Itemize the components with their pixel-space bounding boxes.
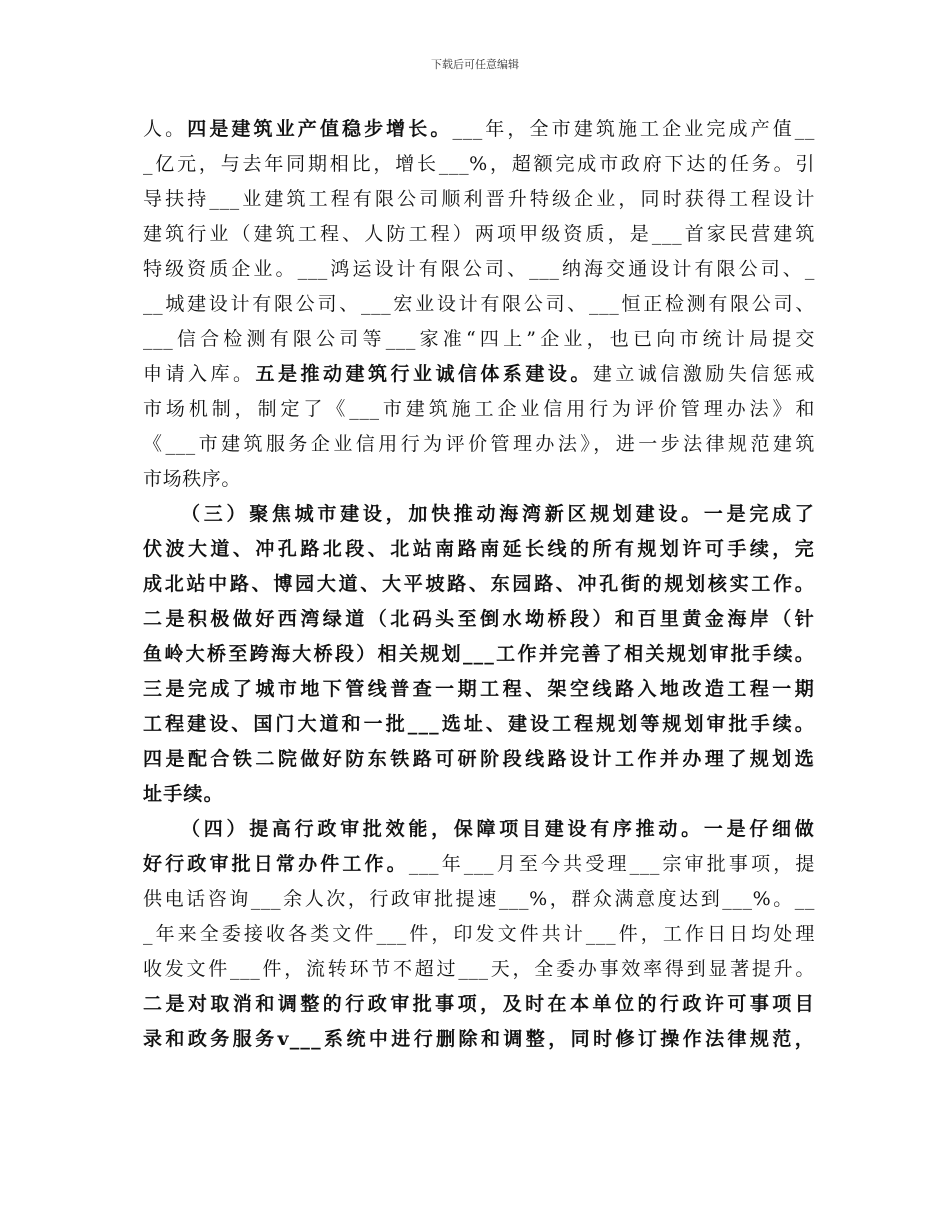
text-segment: _年来全委接收各类文件___件，印发文件共计___件，工作日日均处理	[143, 923, 815, 945]
text-line	[143, 707, 815, 742]
text-line	[143, 567, 815, 602]
text-line	[143, 217, 815, 252]
text-line	[143, 882, 815, 917]
text-line	[143, 252, 815, 287]
text-line	[143, 847, 815, 882]
text-segment: _亿元，与去年同期相比，增长___%，超额完成市政府下达的任务。引	[143, 153, 815, 175]
text-line	[143, 602, 815, 637]
text-line	[143, 322, 815, 357]
text-segment: ___年___月至今共受理___宗审批事项，提	[408, 853, 815, 875]
text-line	[143, 1022, 815, 1057]
text-segment: 建立诚信激励失信惩戒	[592, 363, 815, 385]
bold-text-segment: （三）聚焦城市建设，加快推动海湾新区规划建设。一是完成了	[181, 503, 815, 525]
text-line	[143, 777, 815, 812]
text-line	[143, 497, 815, 532]
bold-text-segment: 二是对取消和调整的行政审批事项，及时在本单位的行政许可事项目	[143, 993, 815, 1015]
text-segment: 收发文件___件，流转环节不超过___天，全委办事效率得到显著提升。	[143, 958, 815, 980]
text-line	[143, 392, 815, 427]
bold-text-segment: 二是积极做好西湾绿道（北码头至倒水坳桥段）和百里黄金海岸（针	[143, 608, 815, 630]
bold-text-segment: 四是配合铁二院做好防东铁路可研阶段线路设计工作并办理了规划选	[143, 748, 815, 770]
text-line	[143, 952, 815, 987]
text-line	[143, 672, 815, 707]
text-segment: 供电话咨询___余人次，行政审批提速___%，群众满意度达到___%。__	[143, 888, 815, 910]
text-line	[143, 462, 815, 497]
text-segment: 特级资质企业。___鸿运设计有限公司、___纳海交通设计有限公司、_	[143, 258, 815, 280]
bold-text-segment: （四）提高行政审批效能，保障项目建设有序推动。一是仔细做	[181, 818, 815, 840]
text-line	[143, 182, 815, 217]
bold-text-segment: 三是完成了城市地下管线普查一期工程、架空线路入地改造工程一期	[143, 678, 815, 700]
text-line	[143, 812, 815, 847]
text-line	[143, 357, 815, 392]
text-line	[143, 917, 815, 952]
bold-text-segment: 五是推动建筑行业诚信体系建设。	[255, 363, 593, 385]
text-segment: 人。	[143, 118, 188, 140]
bold-text-segment: 伏波大道、冲孔路北段、北站南路南延长线的所有规划许可手续，完	[143, 538, 815, 560]
text-line	[143, 147, 815, 182]
text-segment: 市场机制，制定了《___市建筑施工企业信用行为评价管理办法》和	[143, 398, 815, 420]
text-line	[143, 287, 815, 322]
page-header: 下载后可任意编辑	[431, 58, 519, 71]
text-line	[143, 637, 815, 672]
text-segment: __城建设计有限公司、___宏业设计有限公司、___恒正检测有限公司、	[143, 293, 815, 315]
bold-text-segment: 址手续。	[143, 783, 224, 805]
document-body	[143, 112, 815, 1057]
text-segment: 申请入库。	[143, 363, 256, 385]
text-segment: ___信合检测有限公司等___家准“四上”企业，也已向市统计局提交	[143, 328, 815, 350]
text-segment: 导扶持___业建筑工程有限公司顺利晋升特级企业，同时获得工程设计	[143, 188, 815, 210]
text-line	[143, 987, 815, 1022]
bold-text-segment: 鱼岭大桥至跨海大桥段）相关规划___工作并完善了相关规划审批手续。	[143, 643, 815, 665]
text-line	[143, 532, 815, 567]
bold-text-segment: 录和政务服务v___系统中进行删除和调整，同时修订操作法律规范，	[143, 1028, 815, 1050]
text-segment: 市场秩序。	[143, 468, 242, 490]
bold-text-segment: 工程建设、国门大道和一批___选址、建设工程规划等规划审批手续。	[143, 713, 815, 735]
bold-text-segment: 成北站中路、博园大道、大平坡路、东园路、冲孔街的规划核实工作。	[143, 573, 815, 595]
text-segment: ___年，全市建筑施工企业完成产值__	[452, 118, 815, 140]
bold-text-segment: 好行政审批日常办件工作。	[143, 853, 409, 875]
text-line	[143, 112, 815, 147]
text-segment: 建筑行业（建筑工程、人防工程）两项甲级资质，是___首家民营建筑	[143, 223, 815, 245]
text-line	[143, 742, 815, 777]
text-line	[143, 427, 815, 462]
text-segment: 《___市建筑服务企业信用行为评价管理办法》，进一步法律规范建筑	[143, 433, 815, 455]
bold-text-segment: 四是建筑业产值稳步增长。	[187, 118, 453, 140]
